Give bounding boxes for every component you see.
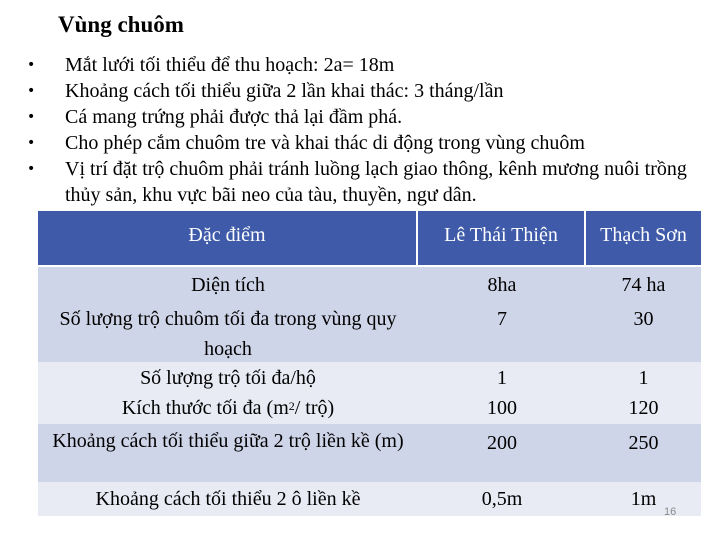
- table-row: [38, 265, 701, 362]
- bullet-item: [0, 52, 720, 78]
- header-thach-son: Thạch Sơn: [586, 211, 701, 265]
- max-size-label-post: / trộ): [294, 397, 335, 419]
- max-size-label-pre: Kích thước tối đa (m: [121, 397, 289, 419]
- max-traps-label: Số lượng trộ chuôm tối đa trong vùng quy hoạch: [59, 308, 397, 360]
- max-traps-value-b: 30: [633, 308, 654, 330]
- max-size-label-sup: 2: [288, 399, 295, 413]
- min-distance-cells-value-b: 1m: [630, 488, 657, 510]
- area-label: Diện tích: [191, 274, 265, 296]
- per-household-value-b: 1: [638, 367, 649, 389]
- bullet-text: Cho phép cắm chuôm tre và khai thác di động trong vùng chuôm: [65, 132, 585, 154]
- min-distance-traps-label: Khoảng cách tối thiểu giữa 2 trộ liền kề (m): [52, 430, 404, 452]
- row-value-a: [418, 362, 586, 424]
- bullet-list: [0, 52, 720, 208]
- bullet-text: Mắt lưới tối thiểu để thu hoạch: 2a= 18m: [65, 54, 395, 76]
- table-header-row: [38, 211, 701, 265]
- bullet-glyph: •: [27, 57, 36, 73]
- bullet-item: [0, 104, 720, 130]
- bullet-glyph: •: [27, 161, 36, 177]
- bullet-text: Khoảng cách tối thiểu giữa 2 lần khai thác: 3 tháng/lần: [65, 80, 504, 102]
- min-distance-traps-value-b: 250: [628, 432, 659, 454]
- max-size-value-b: 120: [628, 397, 659, 419]
- min-distance-traps-value-a: 200: [487, 432, 517, 454]
- bullet-glyph: •: [27, 109, 36, 125]
- bullet-text: Vị trí đặt trộ chuôm phải tránh luồng lạch giao thông, kênh mương nuôi trồng thủy sản, khu vực bãi neo của tàu, thuyền, ngư dân.: [65, 158, 687, 206]
- row-value-b: [586, 267, 701, 362]
- bullet-item: [0, 78, 720, 104]
- bullet-item: [0, 156, 720, 208]
- row-label: [38, 267, 418, 362]
- header-le-thai-thien: Lê Thái Thiện: [418, 211, 586, 265]
- row-label: [38, 362, 418, 424]
- bullet-text: Cá mang trứng phải được thả lại đầm phá.: [65, 106, 403, 128]
- table-row: [38, 424, 701, 482]
- max-traps-value-a: 7: [497, 308, 507, 330]
- min-distance-cells-label: Khoảng cách tối thiểu 2 ô liền kề: [95, 488, 361, 510]
- per-household-value-a: 1: [497, 367, 507, 389]
- comparison-table: [38, 211, 701, 516]
- table-row: [38, 362, 701, 424]
- max-size-value-a: 100: [487, 397, 517, 419]
- per-household-label: Số lượng trộ tối đa/hộ: [140, 367, 316, 389]
- row-value-a: [418, 267, 586, 362]
- area-value-b: 74 ha: [621, 274, 666, 296]
- max-size-label: [122, 393, 334, 423]
- slide-title: Vùng chuôm: [58, 12, 184, 37]
- area-value-a: 8ha: [487, 274, 517, 296]
- bullet-glyph: •: [27, 135, 36, 151]
- table-row: [38, 482, 701, 516]
- bullet-glyph: •: [27, 83, 36, 99]
- row-value-b: [586, 362, 701, 424]
- bullet-item: [0, 130, 720, 156]
- min-distance-cells-value-a: 0,5m: [481, 488, 523, 510]
- header-feature: Đặc điểm: [38, 211, 418, 265]
- page-number: 16: [664, 506, 677, 518]
